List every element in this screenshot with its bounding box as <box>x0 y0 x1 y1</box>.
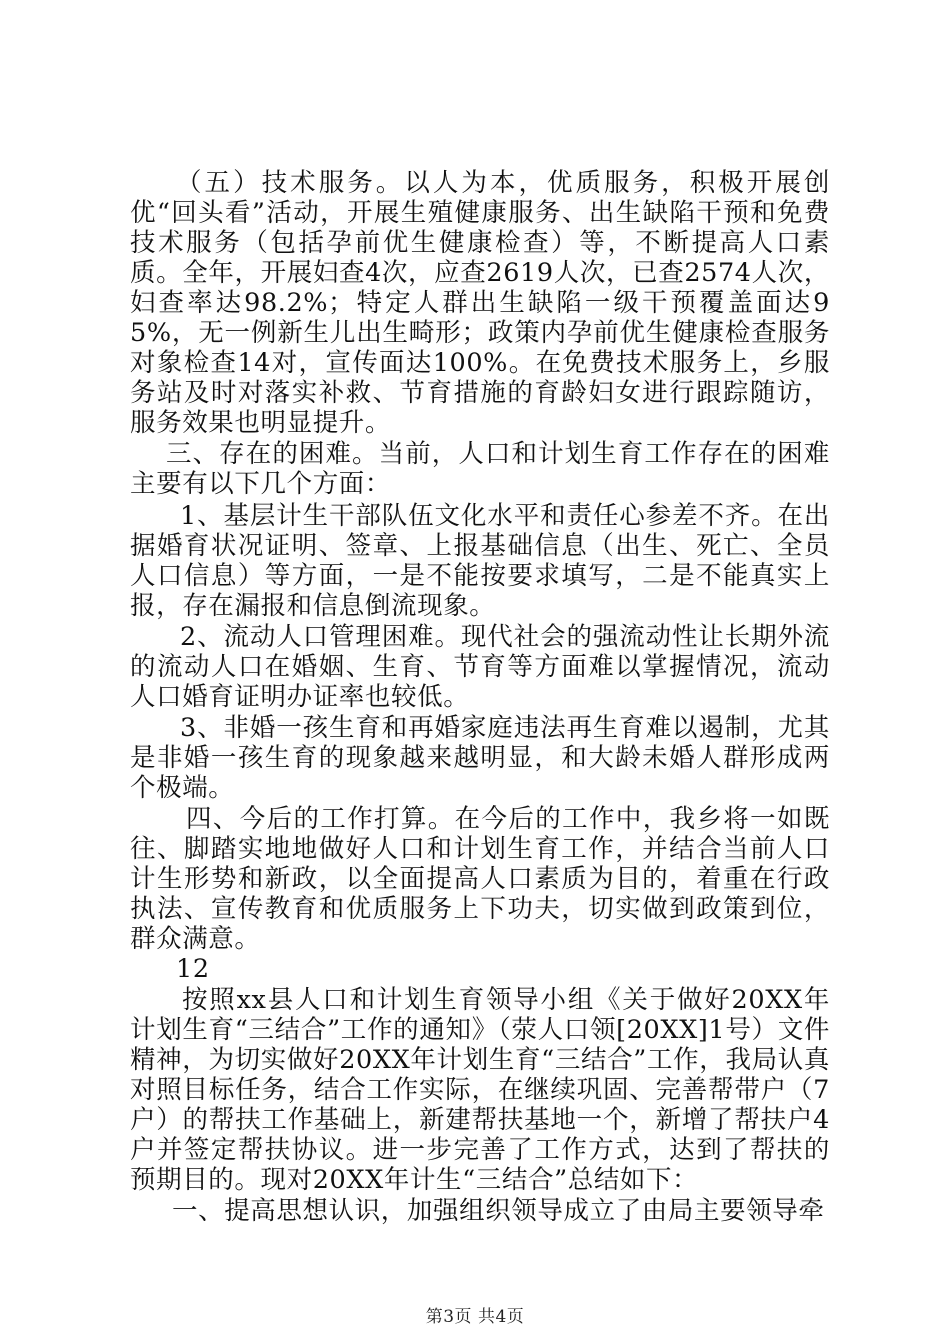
paragraph-difficulty-2: 2、流动人口管理困难。现代社会的强流动性让长期外流的流动人口在婚姻、生育、节育等方面难以掌握情况，流动人口婚育证明办证率也较低。 <box>130 622 830 712</box>
paragraph-number: 12 <box>176 954 210 984</box>
document-body <box>130 168 830 1226</box>
paragraph-future-plans: 四、今后的工作打算。在今后的工作中，我乡将一如既往、脚踏实地地做好人口和计划生育工作，并结合当前人口计生形势和新政，以全面提高人口素质为目的，着重在行政执法、宣传教育和优质服务上下功夫，切实做到政策到位，群众满意。 <box>130 804 830 954</box>
page-number-footer: 第3页 共4页 <box>425 1307 525 1327</box>
paragraph-three-combination-intro: 按照xx县人口和计划生育领导小组《关于做好20XX年计划生育“三结合”工作的通知》（荥人口领[20XX]1号）文件精神，为切实做好20XX年计划生育“三结合”工作，我局认真对照目标任务，结合工作实际，在继续巩固、完善帮带户（7户）的帮扶工作基础上，新建帮扶基地一个，新增了帮扶户4户并签定帮扶协议。进一步完善了工作方式，达到了帮扶的预期目的。现对20XX年计生“三结合”总结如下： <box>130 985 830 1195</box>
paragraph-difficulty-3: 3、非婚一孩生育和再婚家庭违法再生育难以遏制，尤其是非婚一孩生育的现象越来越明显，和大龄未婚人群形成两个极端。 <box>130 713 830 803</box>
paragraph-difficulty-1: 1、基层计生干部队伍文化水平和责任心参差不齐。在出据婚育状况证明、签章、上报基础信息（出生、死亡、全员人口信息）等方面，一是不能按要求填写，二是不能真实上报，存在漏报和信息倒流现象。 <box>130 501 830 621</box>
paragraph-section-one: 一、提高思想认识，加强组织领导成立了由局主要领导牵 <box>172 1196 825 1226</box>
paragraph-technical-services: （五）技术服务。以人为本，优质服务，积极开展创优“回头看”活动，开展生殖健康服务、出生缺陷干预和免费技术服务（包括孕前优生健康检查）等，不断提高人口素质。全年，开展妇查4次，应查2619人次，已查2574人次，妇查率达98.2%；特定人群出生缺陷一级干预覆盖面达95%，无一例新生儿出生畸形；政策内孕前优生健康检查服务对象检查14对，宣传面达100%。在免费技术服务上，乡服务站及时对落实补救、节育措施的育龄妇女进行跟踪随访，服务效果也明显提升。 <box>130 168 830 438</box>
paragraph-existing-difficulties: 三、存在的困难。当前，人口和计划生育工作存在的困难主要有以下几个方面： <box>130 439 830 499</box>
